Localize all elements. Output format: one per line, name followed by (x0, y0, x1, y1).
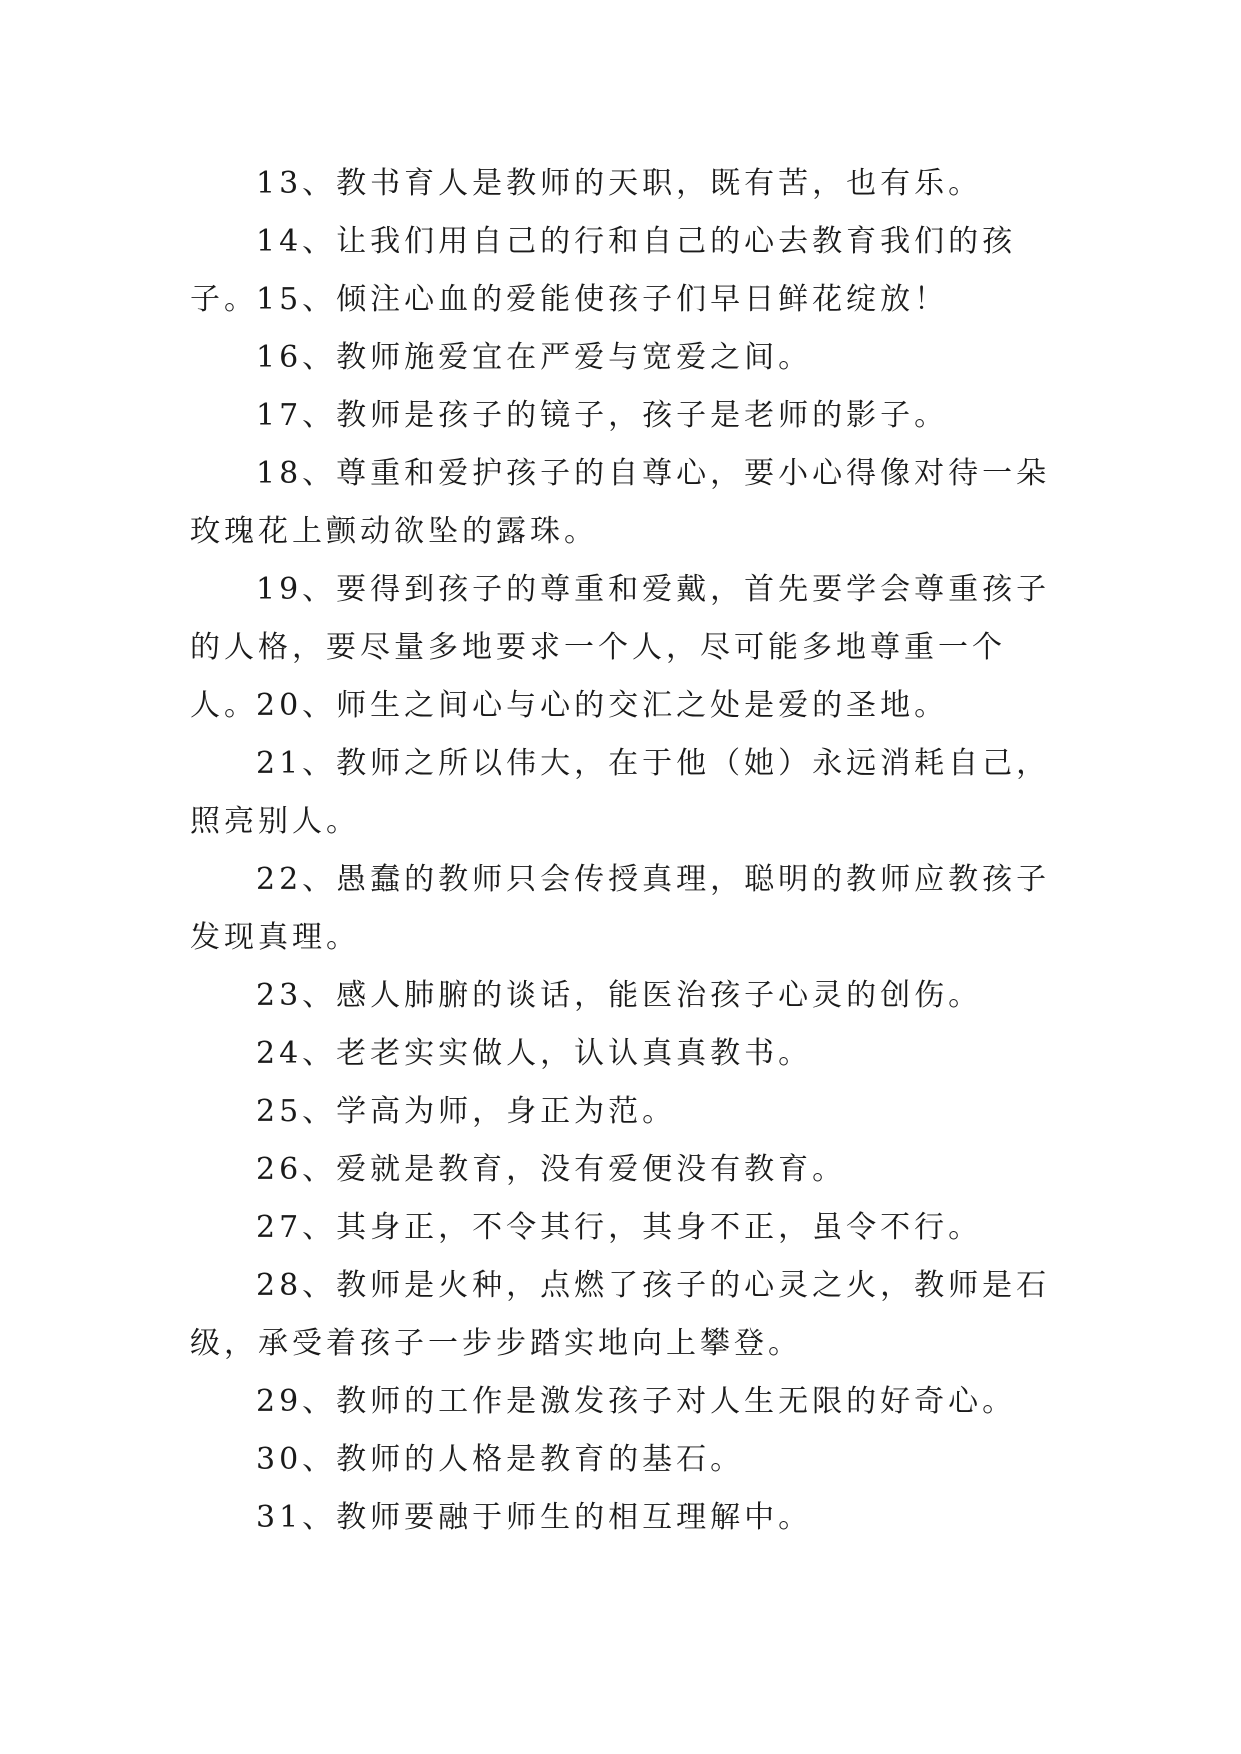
paragraph-27: 27、其身正，不令其行，其身不正，虽令不行。 (256, 1210, 983, 1245)
paragraph-18: 18、尊重和爱护孩子的自尊心，要小心得像对待一朵玫瑰花上颤动欲坠的露珠。 (190, 456, 1051, 549)
paragraph-30: 30、教师的人格是教育的基石。 (256, 1442, 745, 1477)
paragraph-14: 14、让我们用自己的行和自己的心去教育我们的孩子。 (190, 224, 1017, 317)
paragraph-22: 22、愚蠢的教师只会传授真理，聪明的教师应教孩子发现真理。 (190, 862, 1051, 955)
paragraph-21: 21、教师之所以伟大，在于他（她）永远消耗自己，照亮别人。 (190, 746, 1051, 839)
paragraph-29: 29、教师的工作是激发孩子对人生无限的好奇心。 (256, 1384, 1017, 1419)
paragraph-23: 23、感人肺腑的谈话，能医治孩子心灵的创伤。 (256, 978, 983, 1013)
paragraph-20: 20、师生之间心与心的交汇之处是爱的圣地。 (256, 688, 949, 723)
paragraph-25: 25、学高为师，身正为范。 (256, 1094, 677, 1129)
paragraph-19: 19、要得到孩子的尊重和爱戴，首先要学会尊重孩子的人格，要尽量多地要求一个人，尽可能多地尊重一个人。 (190, 572, 1051, 723)
paragraph-26: 26、爱就是教育，没有爱便没有教育。 (256, 1152, 847, 1187)
paragraph-13: 13、教书育人是教师的天职，既有苦，也有乐。 (256, 166, 983, 201)
paragraph-24: 24、老老实实做人，认认真真教书。 (256, 1036, 813, 1071)
paragraph-15: 15、倾注心血的爱能使孩子们早日鲜花绽放！ (256, 282, 949, 317)
paragraph-17: 17、教师是孩子的镜子，孩子是老师的影子。 (256, 398, 949, 433)
paragraph-31: 31、教师要融于师生的相互理解中。 (256, 1500, 813, 1535)
paragraph-16: 16、教师施爱宜在严爱与宽爱之间。 (256, 340, 813, 375)
paragraph-28: 28、教师是火种，点燃了孩子的心灵之火，教师是石级，承受着孩子一步步踏实地向上攀登。 (190, 1268, 1051, 1361)
